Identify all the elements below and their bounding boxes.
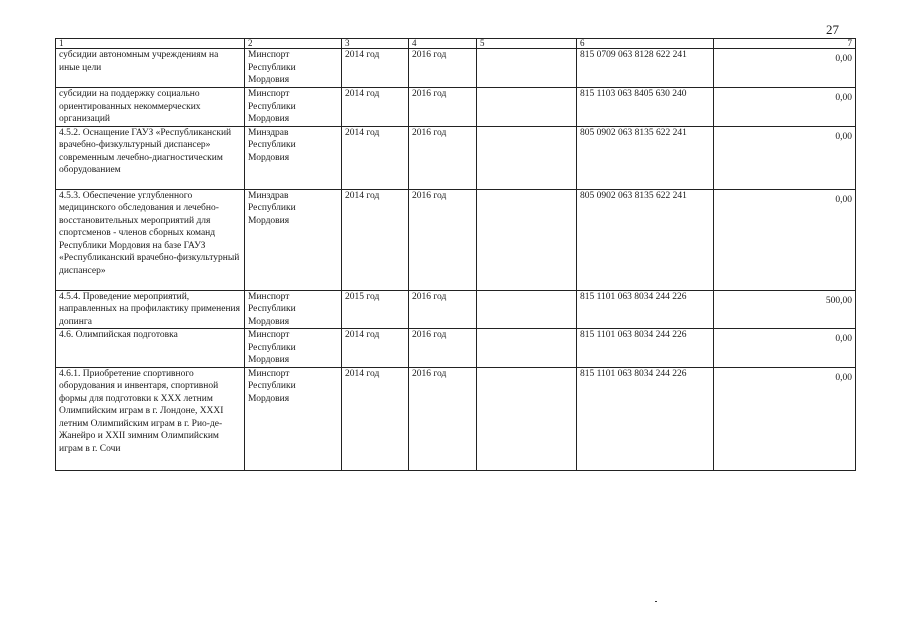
column-number: 5	[477, 39, 577, 49]
budget-code: 815 1101 063 8034 244 226	[577, 329, 714, 368]
budget-code: 815 0709 063 8128 622 241	[577, 49, 714, 88]
column-number: 3	[342, 39, 409, 49]
end-year: 2016 год	[409, 329, 477, 368]
amount: 0,00	[835, 54, 852, 64]
column-number: 7	[714, 39, 856, 49]
start-year: 2014 год	[342, 189, 409, 290]
amount: 500,00	[825, 295, 852, 306]
start-year: 2014 год	[342, 126, 409, 189]
executor: Минспорт Республики Мордовия	[245, 88, 342, 127]
measure-name: субсидии на поддержку социально ориентированных некоммерческих организаций	[56, 88, 245, 127]
table-row	[56, 329, 856, 368]
executor: Минспорт Республики Мордовия	[245, 290, 342, 329]
table-row	[56, 367, 856, 470]
amount-cell	[714, 329, 856, 368]
table-row	[56, 126, 856, 189]
amount: 0,00	[835, 194, 852, 205]
amount: 0,00	[835, 334, 852, 344]
amount: 0,00	[835, 93, 852, 103]
budget-code: 805 0902 063 8135 622 241	[577, 126, 714, 189]
start-year: 2014 год	[342, 88, 409, 127]
page-number: 27	[826, 22, 839, 37]
empty-cell	[477, 189, 577, 290]
executor: Минспорт Республики Мордовия	[245, 329, 342, 368]
empty-cell	[477, 367, 577, 470]
amount: 0,00	[835, 131, 852, 142]
budget-code: 815 1103 063 8405 630 240	[577, 88, 714, 127]
amount-cell	[714, 49, 856, 88]
amount-cell	[714, 88, 856, 127]
amount-cell	[714, 189, 856, 290]
amount-cell	[714, 367, 856, 470]
start-year: 2014 год	[342, 329, 409, 368]
column-number-row	[56, 39, 856, 49]
budget-code: 805 0902 063 8135 622 241	[577, 189, 714, 290]
empty-cell	[477, 290, 577, 329]
empty-cell	[477, 329, 577, 368]
column-number: 4	[409, 39, 477, 49]
table-row	[56, 189, 856, 290]
empty-cell	[477, 126, 577, 189]
end-year: 2016 год	[409, 290, 477, 329]
end-year: 2016 год	[409, 126, 477, 189]
budget-code: 815 1101 063 8034 244 226	[577, 290, 714, 329]
budget-code: 815 1101 063 8034 244 226	[577, 367, 714, 470]
start-year: 2014 год	[342, 367, 409, 470]
amount: 0,00	[835, 372, 852, 383]
executor: Минспорт Республики Мордовия	[245, 49, 342, 88]
measure-name: 4.6.1. Приобретение спортивного оборудования и инвентаря, спортивной формы для подготовки к XXX летним Олимпийским играм в г. Лондоне, XXXI летним Олимпийским играм в г. Рио-де-Жанейро и XXII зимним Олимпийским играм в г. Сочи	[56, 367, 245, 470]
measure-name: субсидии автономным учреждениям на иные цели	[56, 49, 245, 88]
column-number: 1	[56, 39, 245, 49]
amount-cell	[714, 126, 856, 189]
amount-cell	[714, 290, 856, 329]
table-row	[56, 49, 856, 88]
measure-name: 4.5.3. Обеспечение углубленного медицинского обследования и лечебно-восстановительных мероприятий для спортсменов - членов сборных команд Республики Мордовия на базе ГАУЗ «Республиканский врачебно-физкультурный диспансер»	[56, 189, 245, 290]
measure-name: 4.5.4. Проведение мероприятий, направленных на профилактику применения допинга	[56, 290, 245, 329]
scan-speck	[655, 601, 657, 602]
table-row	[56, 290, 856, 329]
executor: Минздрав Республики Мордовия	[245, 126, 342, 189]
start-year: 2015 год	[342, 290, 409, 329]
column-number: 6	[577, 39, 714, 49]
column-number: 2	[245, 39, 342, 49]
empty-cell	[477, 49, 577, 88]
measure-name: 4.6. Олимпийская подготовка	[56, 329, 245, 368]
executor: Минспорт Республики Мордовия	[245, 367, 342, 470]
end-year: 2016 год	[409, 189, 477, 290]
table-row	[56, 88, 856, 127]
end-year: 2016 год	[409, 49, 477, 88]
start-year: 2014 год	[342, 49, 409, 88]
executor: Минздрав Республики Мордовия	[245, 189, 342, 290]
end-year: 2016 год	[409, 367, 477, 470]
measure-name: 4.5.2. Оснащение ГАУЗ «Республиканский врачебно-физкультурный диспансер» современным лечебно-диагностическим оборудованием	[56, 126, 245, 189]
end-year: 2016 год	[409, 88, 477, 127]
empty-cell	[477, 88, 577, 127]
program-table	[55, 38, 856, 471]
